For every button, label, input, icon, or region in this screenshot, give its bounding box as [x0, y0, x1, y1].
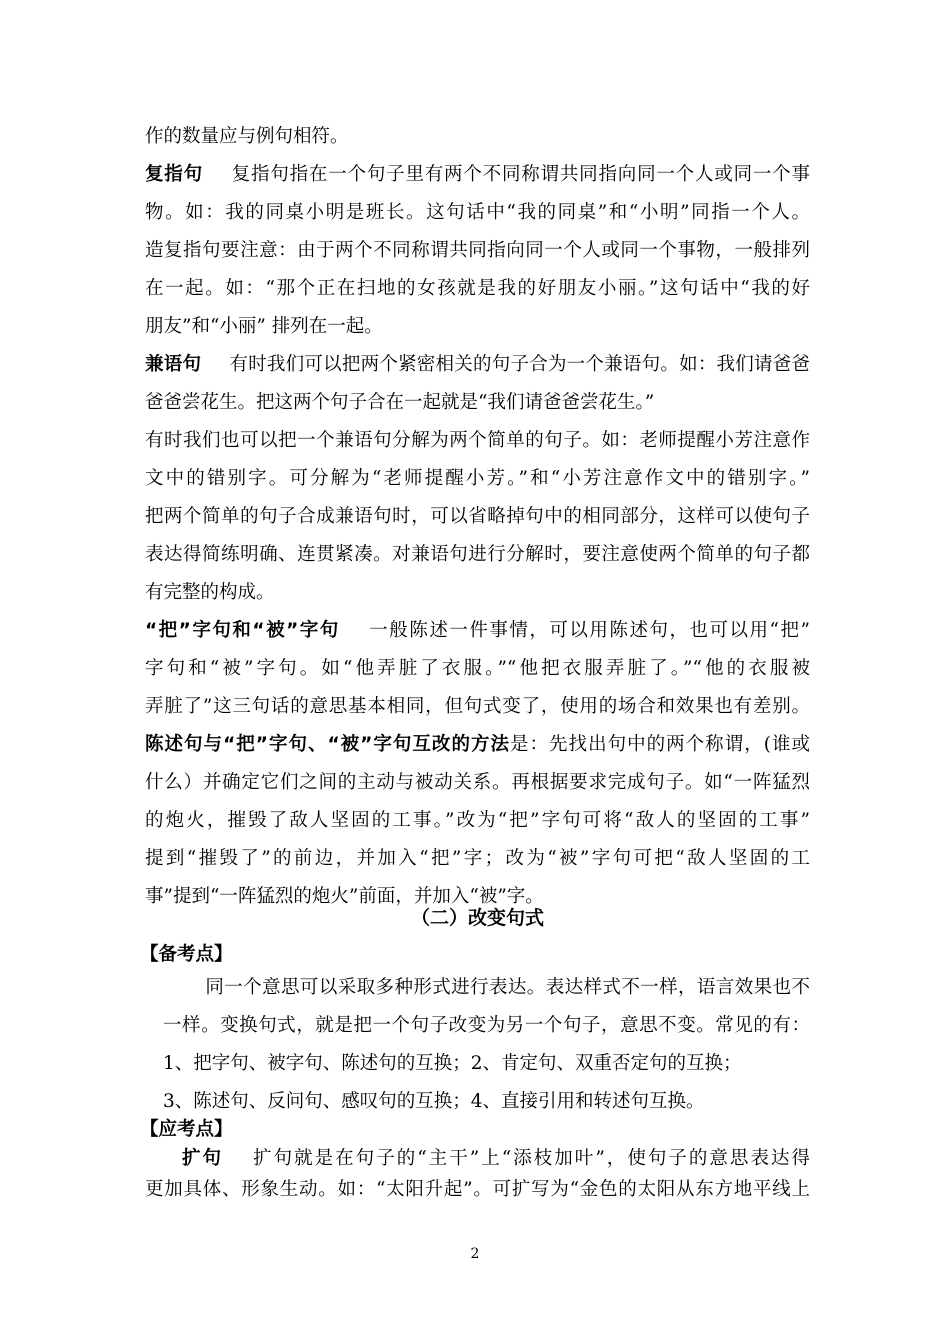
- term-label: 扩句: [182, 1148, 224, 1169]
- text-line: 提到“摧毁了”的前边，并加入“把”字；改为“被”字句可把“敌人坚固的工: [145, 848, 810, 869]
- text-line: 有时我们也可以把一个兼语句分解为两个简单的句子。如：老师提醒小芳注意作: [145, 430, 810, 451]
- text-span: 扩句就是在句子的“主干”上“添枝加叶”，使句子的意思表达得: [251, 1148, 810, 1169]
- text-span: 是：先找出句中的两个称谓，(谁或: [510, 734, 810, 755]
- text-line: [145, 725, 810, 765]
- text-line: [182, 1143, 810, 1175]
- text-line: [145, 345, 810, 385]
- text-line: 物。如：我的同桌小明是班长。这句话中“我的同桌”和“小明”同指一个人。: [145, 202, 810, 223]
- text-span: 有时我们可以把两个紧密相关的句子合为一个兼语句。如：我们请爸爸: [229, 354, 810, 375]
- text-line: 表达得简练明确、连贯紧凑。对兼语句进行分解时，要注意使两个简单的句子都: [145, 544, 810, 565]
- text-line: [165, 968, 810, 1008]
- text-line: 把两个简单的句子合成兼语句时，可以省略掉句中的相同部分，这样可以使句子: [145, 506, 810, 527]
- term-label: 复指句: [145, 164, 203, 185]
- term-label: “把”字句和“被”字句: [145, 620, 340, 641]
- heading-yingkaodian: 【应考点】: [140, 1119, 233, 1140]
- text-line: 文中的错别字。可分解为“老师提醒小芳。”和“小芳注意作文中的错别字。”: [145, 468, 810, 489]
- heading-beikaodian: 【备考点】: [140, 944, 233, 965]
- text-line: 3、陈述句、反问句、感叹句的互换；4、直接引用和转述句互换。: [163, 1091, 705, 1112]
- text-line: [145, 155, 810, 195]
- text-line: 什么）并确定它们之间的主动与被动关系。再根据要求完成句子。如“一阵猛烈: [145, 772, 810, 793]
- term-label: 兼语句: [145, 354, 202, 375]
- term-label: 陈述句与“把”字句、“被”字句互改的方法: [145, 734, 510, 755]
- text-line: 在一起。如：“那个正在扫地的女孩就是我的好朋友小丽。”这句话中“我的好: [145, 278, 810, 299]
- text-line: 的炮火，摧毁了敌人坚固的工事。”改为“把”字句可将“敌人的坚固的工事”: [145, 810, 810, 831]
- text-span: 同一个意思可以采取多种形式进行表达。表达样式不一样，语言效果也不: [205, 977, 810, 998]
- text-line: 造复指句要注意：由于两个不同称谓共同指向同一个人或同一个事物，一般排列: [145, 240, 810, 261]
- text-line: 弄脏了”这三句话的意思基本相同，但句式变了，使用的场合和效果也有差别。: [145, 696, 810, 717]
- text-span: 复指句指在一个句子里有两个不同称谓共同指向同一个人或同一个事: [230, 164, 810, 185]
- text-span: 一般陈述一件事情，可以用陈述句，也可以用“把”: [367, 620, 810, 641]
- text-line: 朋友”和“小丽” 排列在一起。: [145, 316, 383, 337]
- text-line: 事”提到“一阵猛烈的炮火”前面，并加入“被”字。: [145, 886, 544, 907]
- text-line: 有完整的构成。: [145, 582, 275, 603]
- text-line: [145, 611, 810, 651]
- section-title: （二）改变句式: [410, 907, 544, 929]
- text-line: 字句和“被”字句。如“他弄脏了衣服。”“他把衣服弄脏了。”“他的衣服被: [145, 658, 810, 679]
- text-line: 爸爸尝花生。把这两个句子合在一起就是“我们请爸爸尝花生。”: [145, 392, 655, 413]
- text-line: 1、把字句、被字句、陈述句的互换；2、肯定句、双重否定句的互换；: [163, 1053, 742, 1074]
- text-line: 作的数量应与例句相符。: [145, 126, 349, 147]
- page-number: 2: [470, 1246, 480, 1262]
- text-line: 更加具体、形象生动。如：“太阳升起”。可扩写为“金色的太阳从东方地平线上: [145, 1179, 810, 1200]
- text-line: 一样。变换句式，就是把一个句子改变为另一个句子，意思不变。常见的有：: [163, 1015, 810, 1036]
